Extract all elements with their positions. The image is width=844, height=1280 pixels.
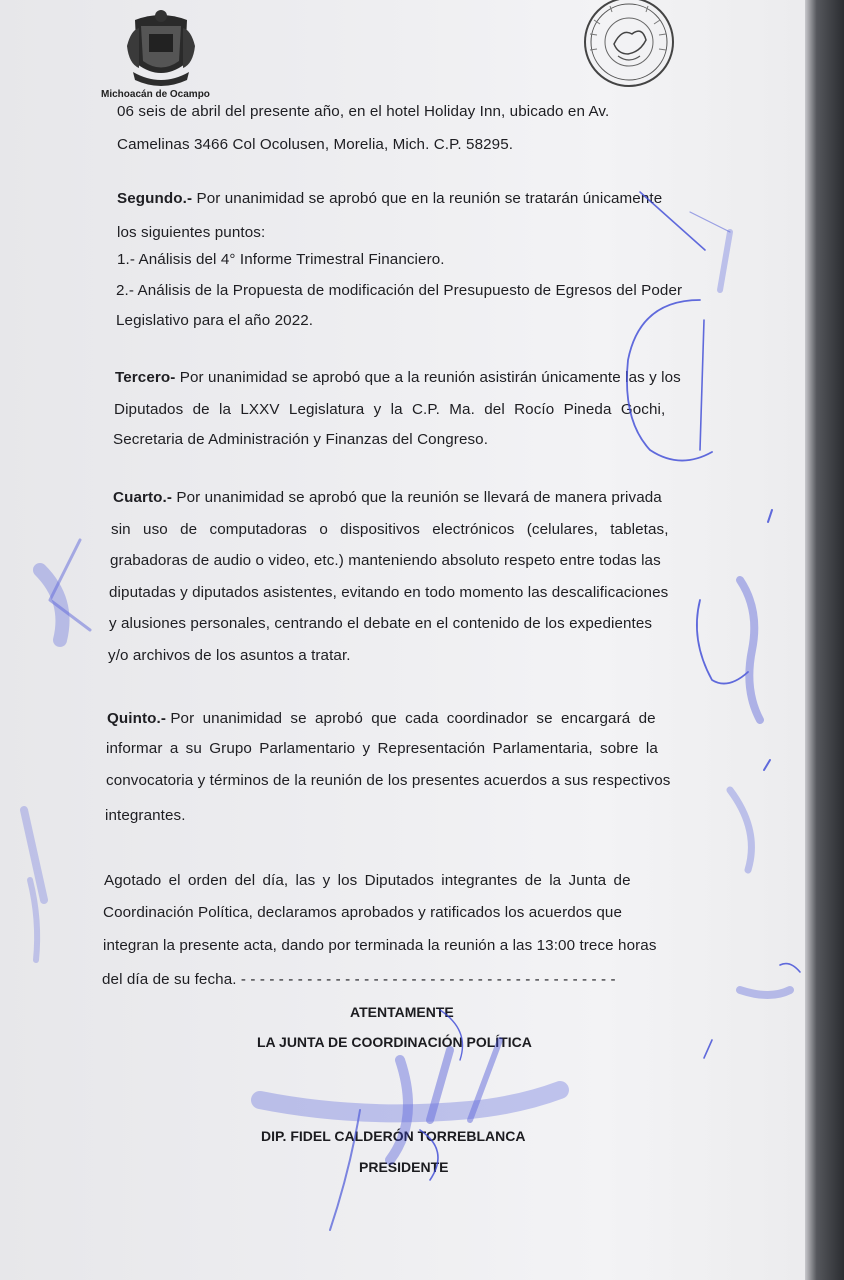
paragraph-line: integrantes.	[105, 807, 186, 824]
section-heading-cuarto: Cuarto.-	[113, 489, 173, 506]
paragraph-line	[113, 489, 662, 506]
section-heading-segundo: Segundo.-	[117, 190, 193, 207]
paragraph-line: diputadas y diputados asistentes, evitando en todo momento las descalificaciones	[109, 584, 669, 601]
list-item: Legislativo para el año 2022.	[116, 312, 314, 329]
section-heading-quinto: Quinto.-	[107, 710, 166, 727]
paragraph-line: sin uso de computadoras o dispositivos electrónicos (celulares, tabletas,	[111, 521, 669, 538]
list-item: 1.- Análisis del 4° Informe Trimestral Financiero.	[117, 251, 445, 268]
signing-body: LA JUNTA DE COORDINACIÓN POLÍTICA	[257, 1034, 532, 1050]
list-item: 2.- Análisis de la Propuesta de modificación del Presupuesto de Egresos del Poder	[116, 282, 683, 299]
paragraph-line: Secretaria de Administración y Finanzas del Congreso.	[113, 431, 489, 448]
paragraph-line	[107, 710, 656, 727]
text-run: Por unanimidad se aprobó que cada coordinador se encargará de	[170, 710, 656, 727]
signatory-name: DIP. FIDEL CALDERÓN TORREBLANCA	[261, 1128, 526, 1144]
paragraph-line: Camelinas 3466 Col Ocolusen, Morelia, Mich. C.P. 58295.	[117, 136, 514, 153]
paragraph-line	[117, 190, 689, 207]
paragraph-line: convocatoria y términos de la reunión de los presentes acuerdos a sus respectivos	[106, 772, 671, 789]
paragraph-line	[117, 103, 688, 120]
paragraph-line: grabadoras de audio o video, etc.) manteniendo absoluto respeto entre todas las	[110, 552, 661, 569]
paragraph-line: del día de su fecha. - - - - - - - - - - - - - - - - - - - - - - - - - - - - - - - - - - - - - - - -	[102, 971, 616, 988]
congress-seal-icon	[570, 0, 688, 94]
paragraph-line: Coordinación Política, declaramos aprobados y ratificados los acuerdos que	[103, 904, 622, 921]
paragraph-line: Agotado el orden del día, las y los Diputados integrantes de la Junta de	[104, 872, 631, 889]
paragraph-line: informar a su Grupo Parlamentario y Representación Parlamentaria, sobre la	[106, 740, 658, 757]
paragraph-line: y/o archivos de los asuntos a tratar.	[108, 647, 351, 664]
text-run: 06 seis de abril del presente año, en el hotel Holiday Inn, ubicado en Av.	[117, 103, 610, 120]
paragraph-line: y alusiones personales, centrando el debate en el contenido de los expedientes	[109, 615, 653, 632]
paragraph-line	[115, 369, 681, 386]
text-run: Por unanimidad se aprobó que a la reunión asistirán únicamente las y los	[179, 369, 681, 386]
state-name-caption: Michoacán de Ocampo	[101, 89, 210, 100]
closing-salutation: ATENTAMENTE	[350, 1004, 454, 1020]
signatory-title: PRESIDENTE	[359, 1159, 449, 1175]
desk-background	[805, 0, 844, 1280]
section-heading-tercero: Tercero-	[115, 369, 176, 386]
paragraph-line: integran la presente acta, dando por terminada la reunión a las 13:00 trece horas	[103, 937, 657, 954]
text-run: Por unanimidad se aprobó que la reunión se llevará de manera privada	[176, 489, 662, 506]
state-coat-of-arms-icon	[125, 6, 197, 88]
paragraph-line: Diputados de la LXXV Legislatura y la C.P. Ma. del Rocío Pineda Gochi,	[114, 401, 666, 418]
paragraph-line: los siguientes puntos:	[117, 224, 266, 241]
text-run: Por unanimidad se aprobó que en la reunión se tratarán únicamente	[196, 190, 663, 207]
